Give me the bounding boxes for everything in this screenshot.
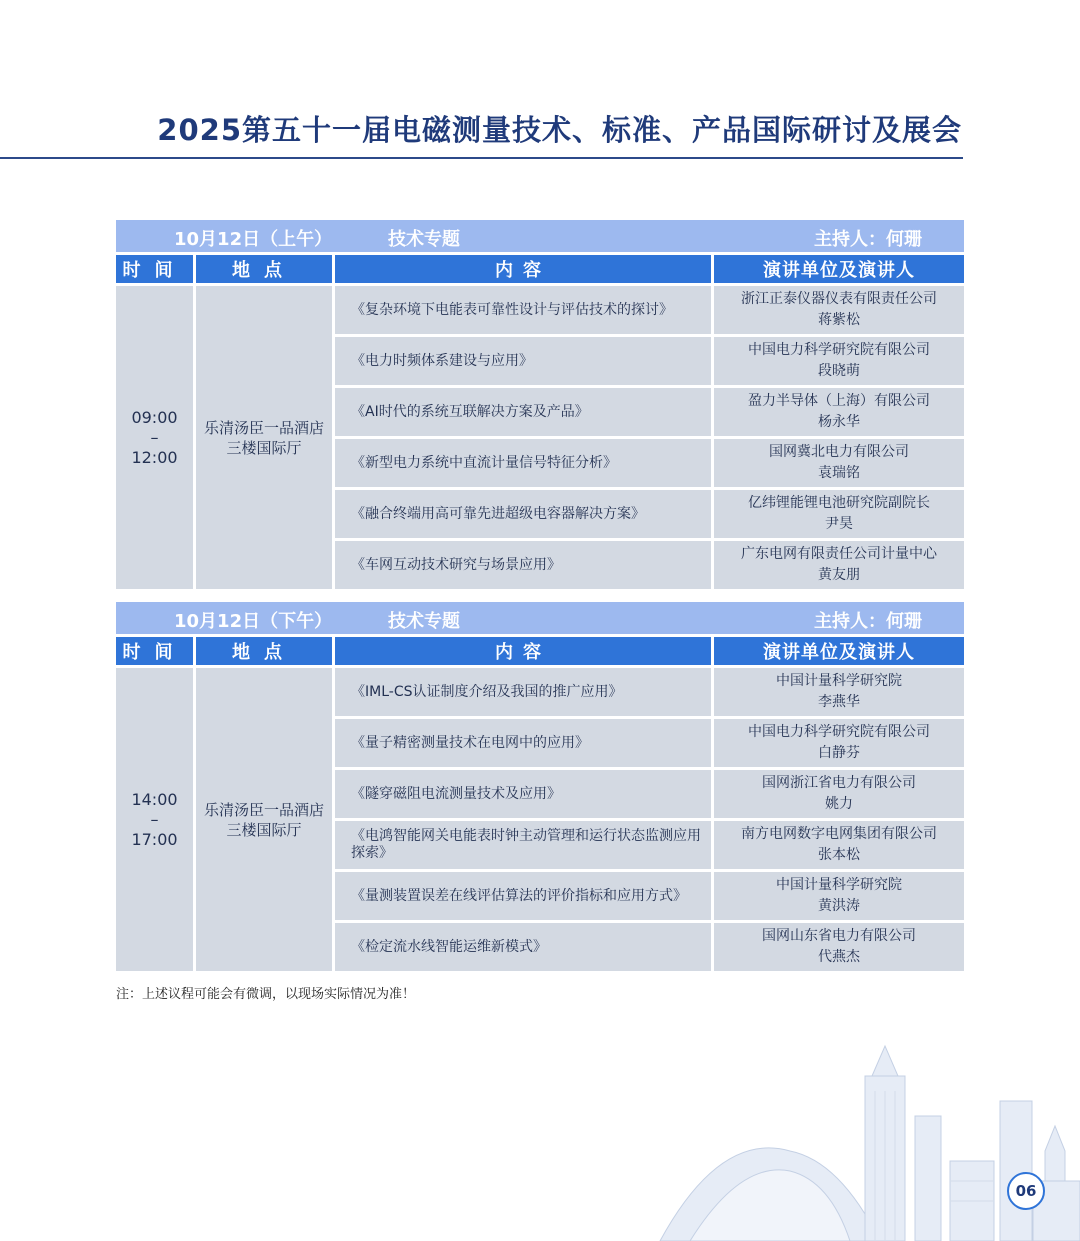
page-number: 06 (1007, 1172, 1045, 1210)
session-banner (116, 220, 964, 252)
speaker-org: 中国计量科学研究院 (776, 673, 902, 689)
speaker-cell (714, 719, 964, 767)
table-row (335, 541, 964, 589)
place-hall: 三楼国际厅 (226, 820, 302, 839)
place-cell (196, 286, 332, 589)
table-row (335, 770, 964, 818)
table-row (335, 286, 964, 334)
speaker-org: 中国电力科学研究院有限公司 (748, 724, 930, 740)
speaker-cell (714, 923, 964, 971)
speaker-name: 尹昊 (825, 516, 853, 532)
time-cell (116, 286, 193, 589)
speaker-org: 国网冀北电力有限公司 (769, 444, 909, 460)
talk-title: 《AI时代的系统互联解决方案及产品》 (335, 388, 711, 436)
talk-title: 《融合终端用高可靠先进超级电容器解决方案》 (335, 490, 711, 538)
table-row (335, 337, 964, 385)
session-host: 主持人：何珊 (814, 229, 922, 250)
speaker-org: 盈力半导体（上海）有限公司 (748, 393, 930, 409)
talk-title: 《车网互动技术研究与场景应用》 (335, 541, 711, 589)
talk-title: 《检定流水线智能运维新模式》 (335, 923, 711, 971)
table-row (335, 872, 964, 920)
talk-title: 《电力时频体系建设与应用》 (335, 337, 711, 385)
speaker-org: 中国电力科学研究院有限公司 (748, 342, 930, 358)
talk-list (335, 668, 964, 971)
speaker-name: 黄洪涛 (818, 898, 860, 914)
session-topic: 技术专题 (388, 611, 460, 632)
speaker-cell (714, 770, 964, 818)
speaker-org: 广东电网有限责任公司计量中心 (741, 546, 937, 562)
talk-title: 《量测装置误差在线评估算法的评价指标和应用方式》 (335, 872, 711, 920)
speaker-org: 国网浙江省电力有限公司 (762, 775, 916, 791)
place-cell (196, 668, 332, 971)
talk-list (335, 286, 964, 589)
column-header-time: 时间 (116, 255, 193, 283)
speaker-cell (714, 388, 964, 436)
session-host: 主持人：何珊 (814, 611, 922, 632)
talk-title: 《新型电力系统中直流计量信号特征分析》 (335, 439, 711, 487)
column-header-row (116, 637, 964, 665)
speaker-name: 杨永华 (818, 414, 860, 430)
column-header-speaker: 演讲单位及演讲人 (714, 255, 964, 283)
talk-title: 《量子精密测量技术在电网中的应用》 (335, 719, 711, 767)
session-table (116, 286, 964, 589)
speaker-org: 亿纬锂能锂电池研究院副院长 (748, 495, 930, 511)
agenda-note: 注：上述议程可能会有微调，以现场实际情况为准！ (116, 987, 416, 1002)
table-row (335, 388, 964, 436)
time-start: 09:00 (131, 407, 178, 427)
place-venue: 乐清汤臣一品酒店 (203, 800, 324, 819)
speaker-cell (714, 439, 964, 487)
speaker-org: 中国计量科学研究院 (776, 877, 902, 893)
talk-title: 《IML-CS认证制度介绍及我国的推广应用》 (335, 668, 711, 716)
talk-title: 《电鸿智能网关电能表时钟主动管理和运行状态监测应用探索》 (335, 821, 711, 869)
place-venue: 乐清汤臣一品酒店 (203, 418, 324, 437)
speaker-org: 南方电网数字电网集团有限公司 (741, 826, 937, 842)
column-header-speaker: 演讲单位及演讲人 (714, 637, 964, 665)
speaker-org: 国网山东省电力有限公司 (762, 928, 916, 944)
place-hall: 三楼国际厅 (226, 438, 302, 457)
session-afternoon (116, 602, 964, 971)
speaker-cell (714, 286, 964, 334)
table-row (335, 821, 964, 869)
speaker-name: 黄友朋 (818, 567, 860, 583)
session-date: 10月12日（上午） (174, 229, 333, 250)
column-header-time: 时间 (116, 637, 193, 665)
speaker-org: 浙江正泰仪器仪表有限责任公司 (741, 291, 937, 307)
session-topic: 技术专题 (388, 229, 460, 250)
time-start: 14:00 (131, 789, 178, 809)
speaker-cell (714, 872, 964, 920)
table-row (335, 439, 964, 487)
session-banner (116, 602, 964, 634)
talk-title: 《复杂环境下电能表可靠性设计与评估技术的探讨》 (335, 286, 711, 334)
speaker-name: 段晓萌 (818, 363, 860, 379)
speaker-name: 代燕杰 (818, 949, 860, 965)
table-row (335, 490, 964, 538)
session-table (116, 668, 964, 971)
speaker-cell (714, 490, 964, 538)
speaker-cell (714, 337, 964, 385)
speaker-name: 袁瑞铭 (818, 465, 860, 481)
speaker-cell (714, 668, 964, 716)
speaker-cell (714, 541, 964, 589)
column-header-place: 地点 (196, 255, 332, 283)
time-separator: – (150, 809, 159, 829)
column-header-content: 内容 (335, 255, 711, 283)
skyline-illustration (650, 1041, 1080, 1241)
session-date: 10月12日（下午） (174, 611, 333, 632)
table-row (335, 923, 964, 971)
speaker-name: 张本松 (818, 847, 860, 863)
time-cell (116, 668, 193, 971)
talk-title: 《隧穿磁阻电流测量技术及应用》 (335, 770, 711, 818)
speaker-name: 白静芬 (818, 745, 860, 761)
speaker-name: 姚力 (825, 796, 853, 812)
time-end: 17:00 (131, 829, 178, 849)
table-row (335, 668, 964, 716)
page-title: 2025第五十一届电磁测量技术、标准、产品国际研讨及展会 (157, 113, 962, 147)
speaker-name: 蒋紫松 (818, 312, 860, 328)
speaker-name: 李燕华 (818, 694, 860, 710)
time-separator: – (150, 427, 159, 447)
title-divider (0, 157, 963, 159)
column-header-place: 地点 (196, 637, 332, 665)
time-end: 12:00 (131, 447, 178, 467)
speaker-cell (714, 821, 964, 869)
table-row (335, 719, 964, 767)
session-morning (116, 220, 964, 589)
column-header-row (116, 255, 964, 283)
column-header-content: 内容 (335, 637, 711, 665)
